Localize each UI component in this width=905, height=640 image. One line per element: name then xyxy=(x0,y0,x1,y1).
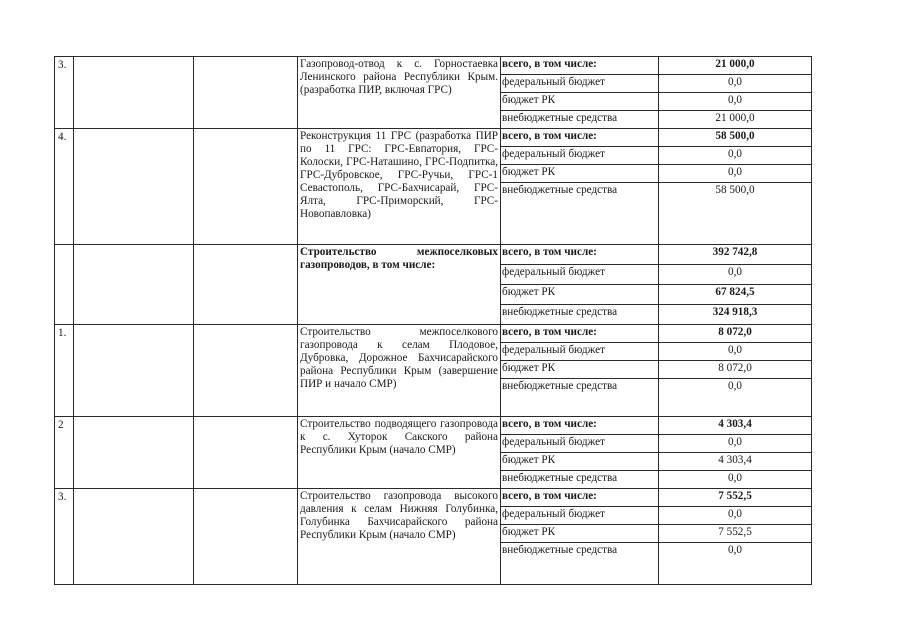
funding-amount: 8 072,0 xyxy=(659,361,812,379)
funding-source-label: бюджет РК xyxy=(501,165,659,183)
funding-amount: 0,0 xyxy=(659,75,812,93)
funding-amount: 4 303,4 xyxy=(659,453,812,471)
funding-amount: 0,0 xyxy=(659,543,812,585)
table-row xyxy=(55,325,812,343)
funding-source-label: федеральный бюджет xyxy=(501,265,659,285)
funding-source-label: внебюджетные средства xyxy=(501,471,659,489)
funding-amount: 67 824,5 xyxy=(659,285,812,305)
funding-source-label: федеральный бюджет xyxy=(501,147,659,165)
funding-source-label: бюджет РК xyxy=(501,361,659,379)
table-row xyxy=(55,245,812,265)
empty-cell xyxy=(194,245,298,325)
funding-amount: 392 742,8 xyxy=(659,245,812,265)
empty-cell xyxy=(194,129,298,245)
table-row xyxy=(55,129,812,147)
funding-amount: 0,0 xyxy=(659,165,812,183)
funding-source-label: бюджет РК xyxy=(501,285,659,305)
empty-cell xyxy=(74,417,194,489)
funding-amount: 0,0 xyxy=(659,343,812,361)
project-description: Строительство межпоселкового газопровода к селам Плодовое, Дубровка, Дорожное Бахчисарайского района Республики Крым (завершение ПИР и начало СМР) xyxy=(298,325,501,417)
funding-source-label: внебюджетные средства xyxy=(501,379,659,417)
budget-table xyxy=(54,56,812,585)
row-number: 3. xyxy=(55,57,74,129)
row-number: 1. xyxy=(55,325,74,417)
row-number: 4. xyxy=(55,129,74,245)
funding-source-label: бюджет РК xyxy=(501,525,659,543)
table-row xyxy=(55,417,812,435)
funding-source-label: бюджет РК xyxy=(501,453,659,471)
project-description: Реконструкция 11 ГРС (разработка ПИР по 11 ГРС: ГРС-Евпатория, ГРС-Колоски, ГРС-Наташино, ГРС-Подпитка, ГРС-Дубровское, ГРС-Ручьи, ГРС-1 Севастополь, ГРС-Бахчисарай, ГРС-Ялта, ГРС-Приморский, ГРС-Новопавловка) xyxy=(298,129,501,245)
empty-cell xyxy=(194,417,298,489)
funding-amount: 0,0 xyxy=(659,435,812,453)
funding-source-label: всего, в том числе: xyxy=(501,417,659,435)
funding-source-label: внебюджетные средства xyxy=(501,543,659,585)
funding-source-label: бюджет РК xyxy=(501,93,659,111)
empty-cell xyxy=(74,129,194,245)
funding-amount: 58 500,0 xyxy=(659,129,812,147)
row-number: 3. xyxy=(55,489,74,585)
project-description: Строительство межпоселковых газопроводов, в том числе: xyxy=(298,245,501,325)
empty-cell xyxy=(194,489,298,585)
project-description: Строительство газопровода высокого давления к селам Нижняя Голубинка, Голубинка Бахчисарайского района Республики Крым (начало СМР) xyxy=(298,489,501,585)
funding-amount: 58 500,0 xyxy=(659,183,812,245)
table-row xyxy=(55,57,812,75)
funding-amount: 0,0 xyxy=(659,93,812,111)
project-description: Газопровод-отвод к с. Горностаевка Ленинского района Республики Крым.(разработка ПИР, включая ГРС) xyxy=(298,57,501,129)
funding-source-label: внебюджетные средства xyxy=(501,183,659,245)
funding-amount: 21 000,0 xyxy=(659,57,812,75)
empty-cell xyxy=(194,325,298,417)
funding-source-label: всего, в том числе: xyxy=(501,57,659,75)
funding-amount: 8 072,0 xyxy=(659,325,812,343)
funding-amount: 0,0 xyxy=(659,147,812,165)
funding-source-label: всего, в том числе: xyxy=(501,489,659,507)
funding-source-label: всего, в том числе: xyxy=(501,245,659,265)
funding-amount: 4 303,4 xyxy=(659,417,812,435)
project-description: Строительство подводящего газопровода к с. Хуторок Сакского района Республики Крым (начало СМР) xyxy=(298,417,501,489)
funding-source-label: федеральный бюджет xyxy=(501,435,659,453)
empty-cell xyxy=(194,57,298,129)
empty-cell xyxy=(74,325,194,417)
empty-cell xyxy=(74,57,194,129)
funding-amount: 21 000,0 xyxy=(659,111,812,129)
funding-source-label: внебюджетные средства xyxy=(501,305,659,325)
funding-amount: 0,0 xyxy=(659,379,812,417)
budget-table-body xyxy=(55,57,812,585)
empty-cell xyxy=(74,489,194,585)
funding-amount: 7 552,5 xyxy=(659,525,812,543)
funding-amount: 7 552,5 xyxy=(659,489,812,507)
empty-cell xyxy=(74,245,194,325)
funding-source-label: федеральный бюджет xyxy=(501,75,659,93)
funding-amount: 0,0 xyxy=(659,507,812,525)
funding-amount: 0,0 xyxy=(659,265,812,285)
funding-source-label: федеральный бюджет xyxy=(501,507,659,525)
funding-amount: 324 918,3 xyxy=(659,305,812,325)
funding-source-label: всего, в том числе: xyxy=(501,325,659,343)
funding-amount: 0,0 xyxy=(659,471,812,489)
row-number xyxy=(55,245,74,325)
funding-source-label: внебюджетные средства xyxy=(501,111,659,129)
funding-source-label: всего, в том числе: xyxy=(501,129,659,147)
funding-source-label: федеральный бюджет xyxy=(501,343,659,361)
table-row xyxy=(55,489,812,507)
row-number: 2 xyxy=(55,417,74,489)
